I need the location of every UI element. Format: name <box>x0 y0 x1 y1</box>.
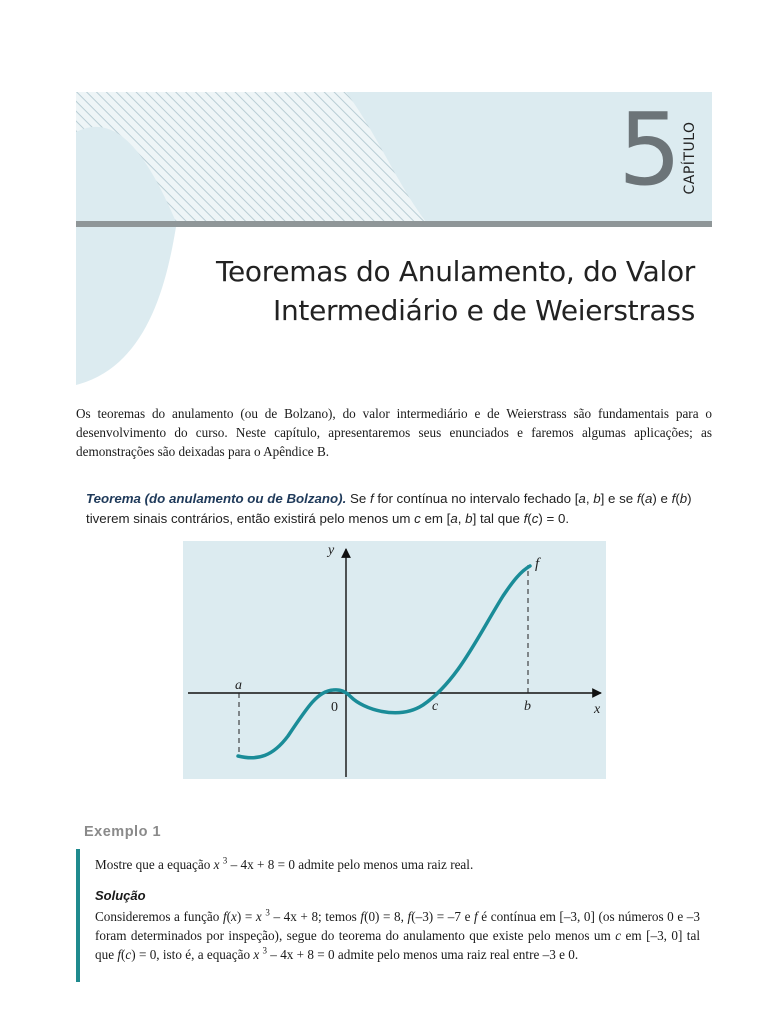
intro-paragraph: Os teoremas do anulamento (ou de Bolzano), do valor intermediário e de Weierstrass são fundamentais para o desenvolvimento do curso. Neste capítulo, apresentaremos seus enunciados e faremos algumas aplicações; as demonstrações são deixadas para o Apêndice B. <box>76 406 712 459</box>
theorem-statement: Teorema (do anulamento ou de Bolzano). Se f for contínua no intervalo fechado [a, b] e se f(a) e f(b) tiverem sinais contrários, então existirá pelo menos um c em [a, b] tal que f(c) = 0. <box>86 491 692 526</box>
example-heading: Exemplo 1 <box>84 824 162 840</box>
origin-label: 0 <box>331 700 338 715</box>
b-label: b <box>524 699 531 714</box>
c-label: c <box>432 699 439 714</box>
f-label: f <box>535 556 540 572</box>
chapter-label: CAPÍTULO <box>682 121 698 195</box>
x-axis-label: x <box>594 702 601 717</box>
example-body <box>95 855 700 964</box>
solution-label: Solução <box>95 888 146 903</box>
example-statement: Mostre que a equação x $^3$ – 4x + 8 = 0 admite pelo menos uma raiz real. <box>95 855 474 872</box>
bolzano-graph <box>183 541 606 779</box>
function-curve <box>238 566 530 758</box>
chapter-title-line-2: Intermediário e de Weierstrass <box>273 294 695 327</box>
a-label: a <box>235 678 242 693</box>
chapter-number: 5 <box>618 91 680 208</box>
chapter-title <box>150 252 695 330</box>
theorem-name: Teorema (do anulamento ou de Bolzano). <box>86 491 347 506</box>
chapter-title-line-1: Teoremas do Anulamento, do Valor <box>215 255 695 288</box>
solution-text: Consideremos a função f(x) = x $^3$ – 4x + 8; temos f(0) = 8, f(–3) = –7 e f é contínua em [–3, 0] (os números 0 e –3 foram determinados por inspeção), segue do teorema do anulamento que existe pelo menos um c em [–3, 0] tal que f(c) = 0, isto é, a equação x $^3$ – 4x + 8 = 0 admite pelo menos uma raiz real entre –3 e 0. <box>95 907 700 962</box>
chapter-header-band <box>76 92 712 222</box>
y-axis-label: y <box>328 543 335 558</box>
graph-svg <box>183 541 606 779</box>
example-accent-bar <box>76 849 80 982</box>
